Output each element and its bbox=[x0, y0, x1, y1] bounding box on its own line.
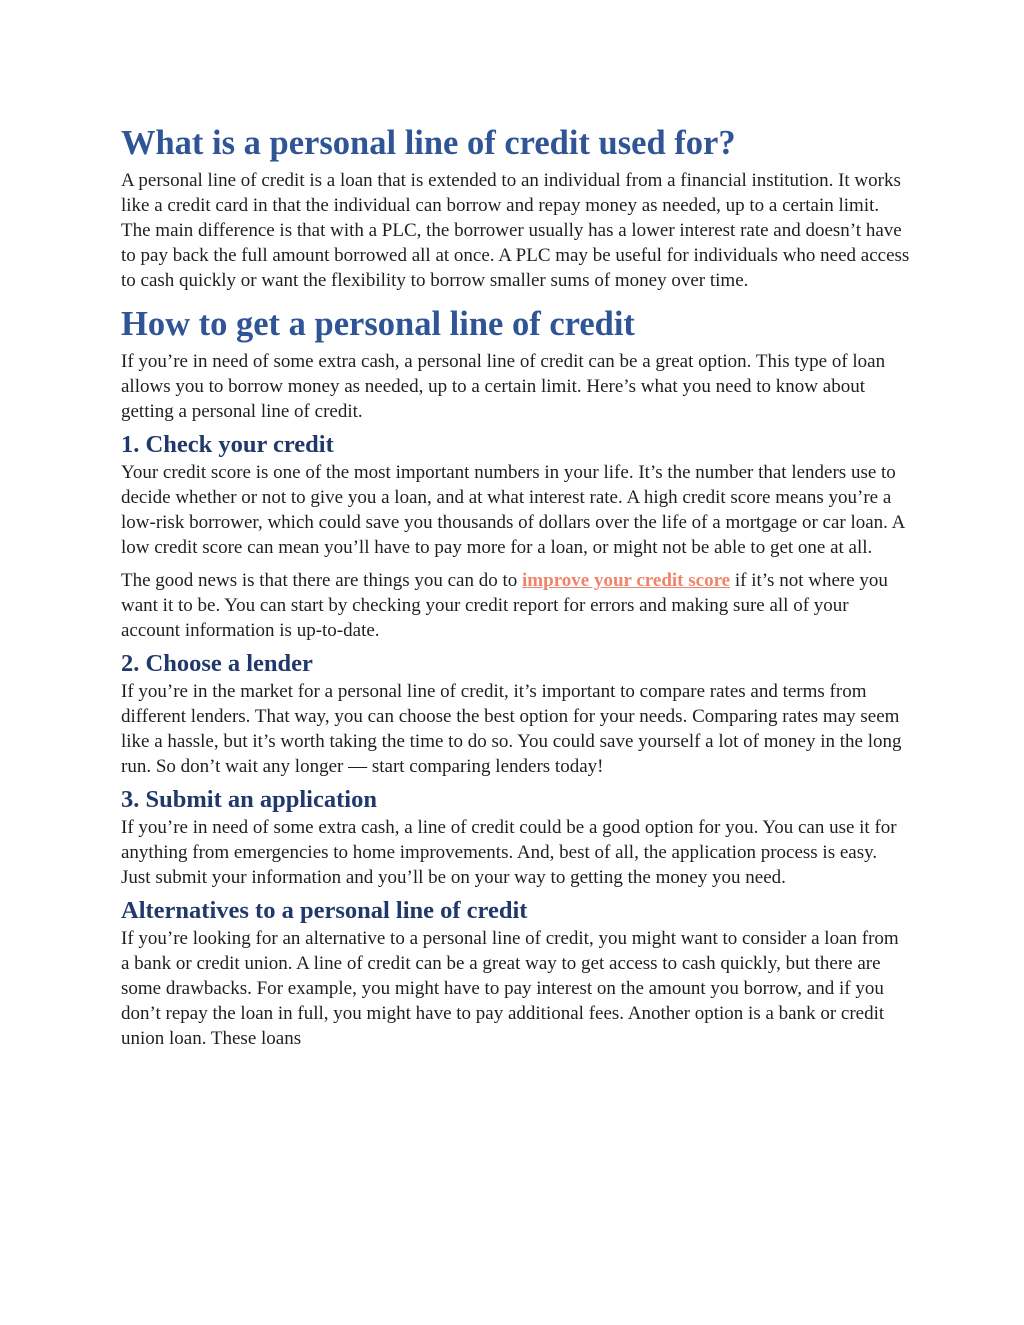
heading-check-credit: 1. Check your credit bbox=[121, 431, 334, 458]
heading-alternatives: Alternatives to a personal line of credit bbox=[121, 897, 528, 924]
good-news-text-before: The good news is that there are things you can do to bbox=[121, 570, 523, 591]
paragraph-submit-application: If you’re in need of some extra cash, a line of credit could be a good option for you. You can use it for anything from emergencies to home improvements. And, best of all, the application process is easy. Just submit your information and you’ll be on your way to getting the money you need. bbox=[121, 817, 897, 888]
heading-what-is-plc: What is a personal line of credit used for? bbox=[121, 124, 736, 162]
document-page bbox=[121, 118, 911, 1051]
good-news-text-after: if it’s not where you want it to be. You can start by checking your credit report for errors and making sure all of your account information is up-to-date. bbox=[121, 570, 888, 641]
paragraph-what-is-plc: A personal line of credit is a loan that is extended to an individual from a financial institution. It works like a credit card in that the individual can borrow and repay money as needed, up to a certain limit. The main difference is that with a PLC, the borrower usually has a lower interest rate and doesn’t have to pay back the full amount borrowed all at once. A PLC may be useful for individuals who need access to cash quickly or want the flexibility to borrow smaller sums of money over time. bbox=[121, 170, 910, 291]
heading-how-to-get-plc: How to get a personal line of credit bbox=[121, 305, 635, 343]
paragraph-how-to-get-plc: If you’re in need of some extra cash, a personal line of credit can be a great option. This type of loan allows you to borrow money as needed, up to a certain limit. Here’s what you need to know about getting a personal line of credit. bbox=[121, 351, 886, 422]
heading-choose-lender: 2. Choose a lender bbox=[121, 650, 313, 677]
heading-submit-application: 3. Submit an application bbox=[121, 786, 377, 813]
paragraph-choose-lender: If you’re in the market for a personal line of credit, it’s important to compare rates and terms from different lenders. That way, you can choose the best option for your needs. Comparing rates may seem like a hassle, but it’s worth taking the time to do so. You could save yourself a lot of money in the long run. So don’t wait any longer — start comparing lenders today! bbox=[121, 681, 902, 777]
paragraph-check-credit: Your credit score is one of the most important numbers in your life. It’s the number that lenders use to decide whether or not to give you a loan, and at what interest rate. A high credit score means you’re a low-risk borrower, which could save you thousands of dollars over the life of a mortgage or car loan. A low credit score can mean you’ll have to pay more for a loan, or might not be able to get one at all. bbox=[121, 462, 905, 558]
improve-credit-score-link[interactable]: improve your credit score bbox=[522, 570, 731, 591]
paragraph-alternatives: If you’re looking for an alternative to a personal line of credit, you might want to consider a loan from a bank or credit union. A line of credit can be a great way to get access to cash quickly, but there are some drawbacks. For example, you might have to pay interest on the amount you borrow, and if you don’t repay the loan in full, you might have to pay additional fees. Another option is a bank or credit union loan. These loans bbox=[121, 928, 899, 1049]
paragraph-good-news bbox=[121, 568, 911, 643]
